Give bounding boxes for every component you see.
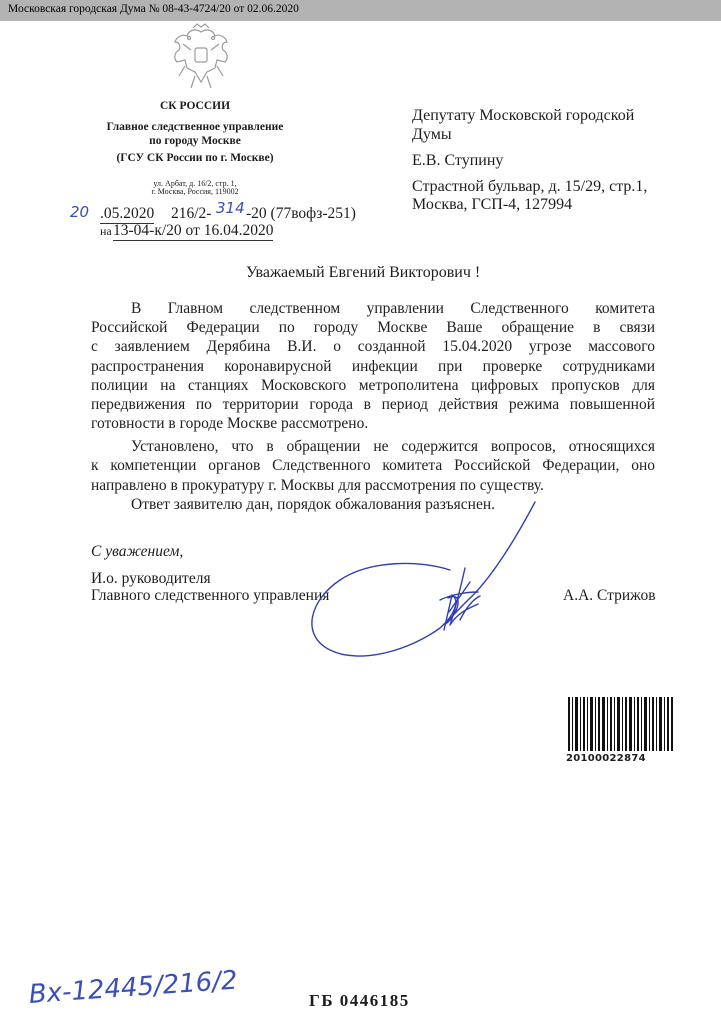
outgoing-number-prefix: 216/2- <box>171 205 212 222</box>
body-p1-line2: Российской Федерации по городу Москве Ваше обращение в связи <box>91 319 655 336</box>
outgoing-date: .05.2020 <box>100 205 155 222</box>
recipient-title-line2: Думы <box>412 126 452 143</box>
reply-to-reference: 13-04-к/20 от 16.04.2020 <box>113 222 274 239</box>
double-headed-eagle-emblem-icon <box>165 22 237 94</box>
reply-to-prefix: на <box>100 224 112 238</box>
org-name: СК РОССИИ <box>159 100 231 112</box>
form-code: ГБ 0446185 <box>309 991 410 1010</box>
recipient-address-line2: Москва, ГСП-4, 127994 <box>412 196 573 213</box>
outgoing-number-suffix: -20 (77вофз-251) <box>246 205 356 222</box>
body-p2-line2: к компетенции органов Следственного комитета Российской Федерации, оно <box>91 457 655 474</box>
barcode <box>566 697 676 753</box>
recipient-name: Е.В. Ступину <box>412 152 504 169</box>
signer-title-line1: И.о. руководителя <box>91 570 211 587</box>
recipient-address-line1: Страстной бульвар, д. 15/29, стр.1, <box>412 178 648 195</box>
registration-stamp-text: Московская городская Дума № 08-43-4724/20 от 02.06.2020 <box>8 3 299 15</box>
handwritten-day: 20 <box>70 203 90 221</box>
handwritten-outgoing-number: 314 <box>216 199 245 217</box>
body-p2-line3: направлено в прокуратуру г. Москвы для рассмотрения по существу. <box>91 477 544 494</box>
closing-regards: С уважением, <box>91 543 184 560</box>
handwritten-signature <box>300 500 560 670</box>
org-dept-line1: Главное следственное управление <box>106 121 284 133</box>
body-p2-line1: Установлено, что в обращении не содержится вопросов, относящихся <box>131 438 655 455</box>
signer-title-line2: Главного следственного управления <box>91 587 330 604</box>
handwritten-incoming-number: Вх-12445/216/2 <box>27 965 239 1010</box>
body-p1-line1: В Главном следственном управлении Следственного комитета <box>131 300 655 317</box>
body-p1-line3: с заявлением Дерябина В.И. о созданной 15.04.2020 угрозе массового <box>91 338 655 355</box>
body-p3: Ответ заявителю дан, порядок обжалования разъяснен. <box>131 496 495 513</box>
salutation: Уважаемый Евгений Викторович ! <box>246 264 481 281</box>
barcode-number: 20100022874 <box>566 753 646 764</box>
org-dept-line2: по городу Москве <box>149 135 241 147</box>
recipient-title-line1: Депутату Московской городской <box>412 107 635 124</box>
org-address-line1: ул. Арбат, д. 16/2, стр. 1, <box>153 179 237 188</box>
signer-name: А.А. Стрижов <box>563 587 656 604</box>
body-p1-line7: готовности в городе Москве рассмотрено. <box>91 415 369 432</box>
body-p1-line6: передвижения по территории города в период действия режима повышенной <box>91 396 655 413</box>
org-address-line2: г. Москва, Россия, 119002 <box>151 187 239 196</box>
body-p1-line4: распространения коронавирусной инфекции при проверке сотрудниками <box>91 358 655 375</box>
body-p1-line5: полиции на станциях Московского метрополитена цифровых пропусков для <box>91 377 655 394</box>
registration-header-bar <box>0 0 721 21</box>
org-abbr: (ГСУ СК России по г. Москве) <box>116 152 274 164</box>
